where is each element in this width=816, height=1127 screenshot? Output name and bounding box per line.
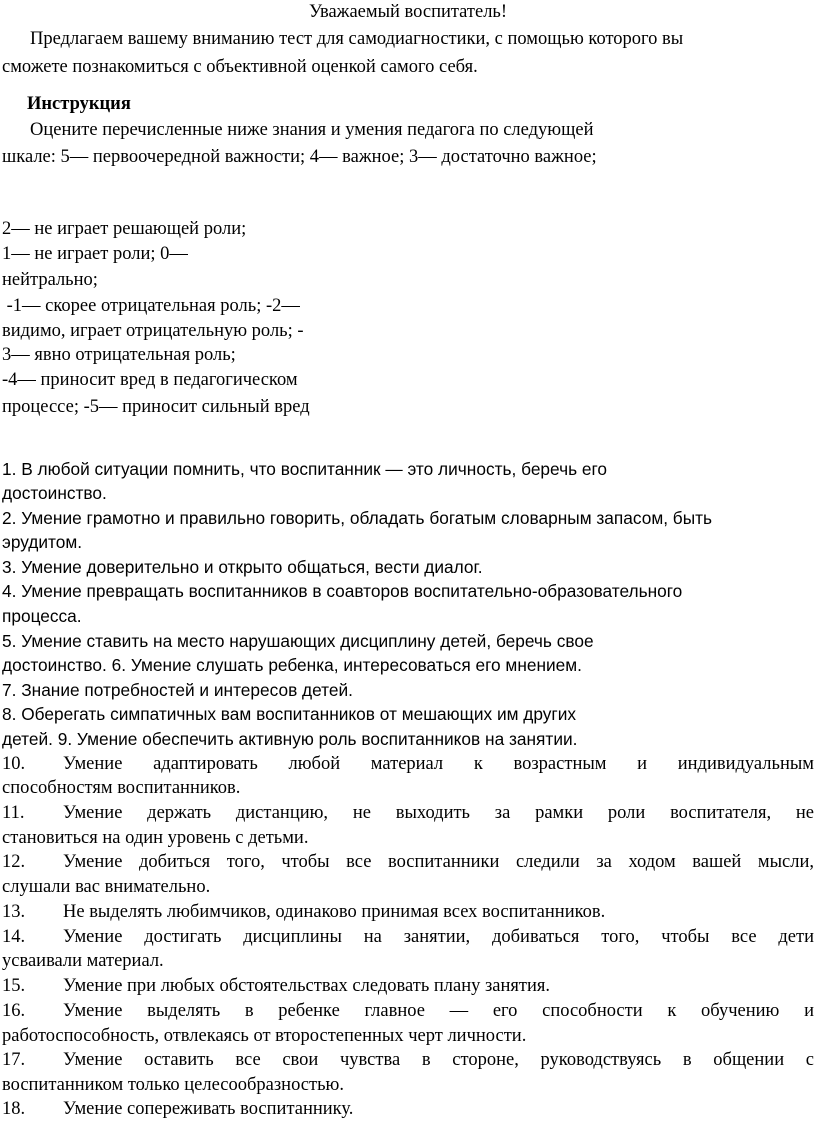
item-text: Умение держать дистанцию, не выходить за рамки роли воспитателя, не (63, 803, 814, 823)
item-continuation: работоспособность, отвлекаясь от второстепенных черт личности. (2, 1026, 527, 1046)
instruction-line-1: Оцените перечисленные ниже знания и умения педагога по следующей (30, 120, 594, 140)
item-number: 12. (2, 852, 26, 872)
list-item: 2. Умение грамотно и правильно говорить, обладать богатым словарным запасом, быть (2, 508, 713, 528)
item-number: 15. (2, 976, 26, 996)
list-item: 5. Умение ставить на место нарушающих дисциплину детей, беречь свое (2, 631, 594, 651)
item-text: Не выделять любимчиков, одинаково принимая всех воспитанников. (63, 902, 606, 922)
item-text: Умение выделять в ребенке главное — его способности к обучению и (63, 1001, 814, 1021)
scale-line: 1— не играет роли; 0— (2, 244, 188, 264)
scale-line: 3— явно отрицательная роль; (2, 345, 236, 365)
scale-line: -1— скорее отрицательная роль; -2— (2, 296, 300, 316)
document-title: Уважаемый воспитатель! (308, 2, 508, 22)
scale-line: процессе; -5— приносит сильный вред (2, 397, 310, 417)
list-item: 4. Умение превращать воспитанников в соавторов воспитательно-образовательного (2, 581, 683, 601)
item-number: 11. (2, 803, 25, 823)
item-text: Умение достигать дисциплины на занятии, добиваться того, чтобы все дети (63, 927, 814, 947)
list-item: процесса. (2, 606, 82, 626)
intro-line-1: Предлагаем вашему вниманию тест для самодиагностики, с помощью которого вы (30, 29, 684, 49)
item-continuation: способностям воспитанников. (2, 778, 241, 798)
item-number: 10. (2, 754, 26, 774)
item-number: 13. (2, 902, 26, 922)
item-text: Умение добиться того, чтобы все воспитанники следили за ходом вашей мысли, (63, 852, 814, 872)
item-number: 14. (2, 927, 26, 947)
item-continuation: становиться на один уровень с детьми. (2, 828, 309, 848)
item-continuation: слушали вас внимательно. (2, 877, 211, 897)
list-item: достоинство. (2, 483, 107, 503)
list-item: 1. В любой ситуации помнить, что воспитанник — это личность, беречь его (2, 459, 608, 479)
instruction-heading: Инструкция (27, 94, 131, 114)
list-item: достоинство. 6. Умение слушать ребенка, интересоваться его мнением. (2, 655, 582, 675)
item-number: 16. (2, 1001, 26, 1021)
scale-line: нейтрально; (2, 270, 98, 290)
item-text: Умение при любых обстоятельствах следовать плану занятия. (63, 976, 551, 996)
list-item: 8. Оберегать симпатичных вам воспитанников от мешающих им других (2, 704, 577, 724)
item-text: Умение сопереживать воспитаннику. (63, 1099, 354, 1119)
list-item: эрудитом. (2, 532, 83, 552)
item-number: 18. (2, 1099, 26, 1119)
list-item: детей. 9. Умение обеспечить активную роль воспитанников на занятии. (2, 729, 578, 749)
item-number: 17. (2, 1050, 26, 1070)
list-item: 3. Умение доверительно и открыто общаться, вести диалог. (2, 557, 483, 577)
item-text: Умение адаптировать любой материал к возрастным и индивидуальным (63, 754, 814, 774)
instruction-line-2: шкале: 5— первоочередной важности; 4— важное; 3— достаточно важное; (2, 147, 597, 167)
intro-line-2: сможете познакомиться с объективной оценкой самого себя. (2, 57, 478, 77)
item-continuation: воспитанником только целесообразностью. (2, 1075, 344, 1095)
scale-line: 2— не играет решающей роли; (2, 219, 247, 239)
item-continuation: усваивали материал. (2, 951, 164, 971)
list-item: 7. Знание потребностей и интересов детей. (2, 680, 353, 700)
scale-line: -4— приносит вред в педагогическом (2, 370, 298, 390)
scale-line: видимо, играет отрицательную роль; - (2, 321, 304, 341)
item-text: Умение оставить все свои чувства в стороне, руководствуясь в общении с (63, 1050, 814, 1070)
